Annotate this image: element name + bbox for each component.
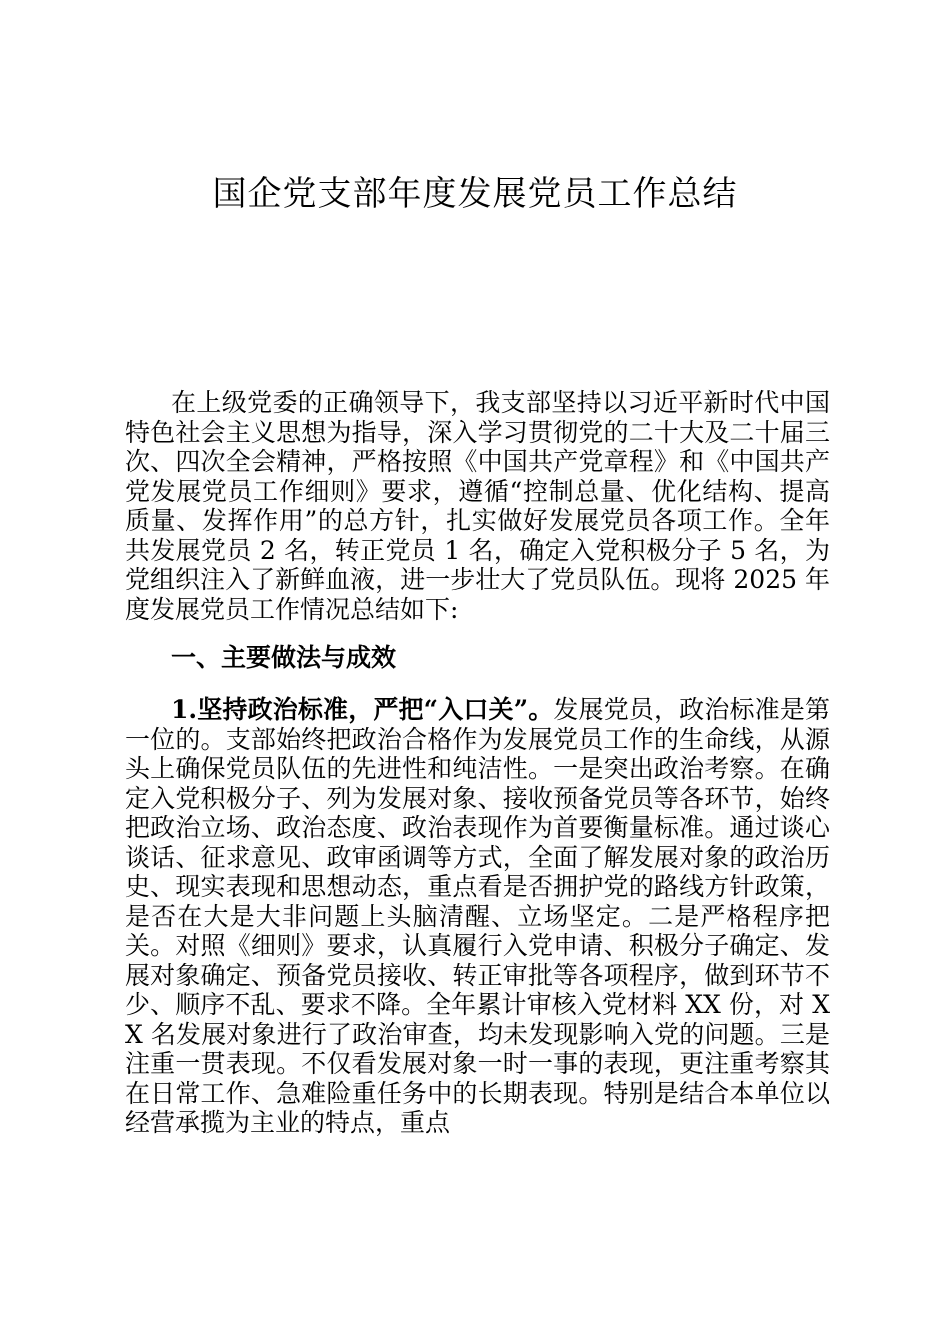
document-title: 国企党支部年度发展党员工作总结 bbox=[212, 174, 738, 214]
section1-paragraph bbox=[125, 695, 830, 1138]
section1-body: 发展党员，政治标准是第一位的。支部始终把政治合格作为发展党员工作的生命线，从源头上确保党员队伍的先进性和纯洁性。一是突出政治考察。在确定入党积极分子、列为发展对象、接收预备党员等各环节，始终把政治立场、政治态度、政治表现作为首要衡量标准。通过谈心谈话、征求意见、政审函调等方式，全面了解发展对象的政治历史、现实表现和思想动态，重点看是否拥护党的路线方针政策，是否在大是大非问题上头脑清醒、立场坚定。二是严格程序把关。对照《细则》要求，认真履行入党申请、积极分子确定、发展对象确定、预备党员接收、转正审批等各项程序，做到环节不少、顺序不乱、要求不降。全年累计审核入党材料 XX 份，对 XX 名发展对象进行了政治审查，均未发现影响入党的问题。三是注重一贯表现。不仅看发展对象一时一事的表现，更注重考察其在日常工作、急难险重任务中的长期表现。特别是结合本单位以经营承揽为主业的特点，重点 bbox=[125, 695, 830, 1137]
intro-paragraph: 在上级党委的正确领导下，我支部坚持以习近平新时代中国特色社会主义思想为指导，深入学习贯彻党的二十大及二十届三次、四次全会精神，严格按照《中国共产党章程》和《中国共产党发展党员工作细则》要求，遵循“控制总量、优化结构、提高质量、发挥作用”的总方针，扎实做好发展党员各项工作。全年共发展党员 2 名，转正党员 1 名，确定入党积极分子 5 名，为党组织注入了新鲜血液，进一步壮大了党员队伍。现将 2025 年度发展党员工作情况总结如下: bbox=[125, 388, 830, 624]
section1-lead: 1.坚持政治标准，严把“入口关”。 bbox=[171, 695, 554, 724]
section-heading: 一、主要做法与成效 bbox=[171, 643, 397, 672]
